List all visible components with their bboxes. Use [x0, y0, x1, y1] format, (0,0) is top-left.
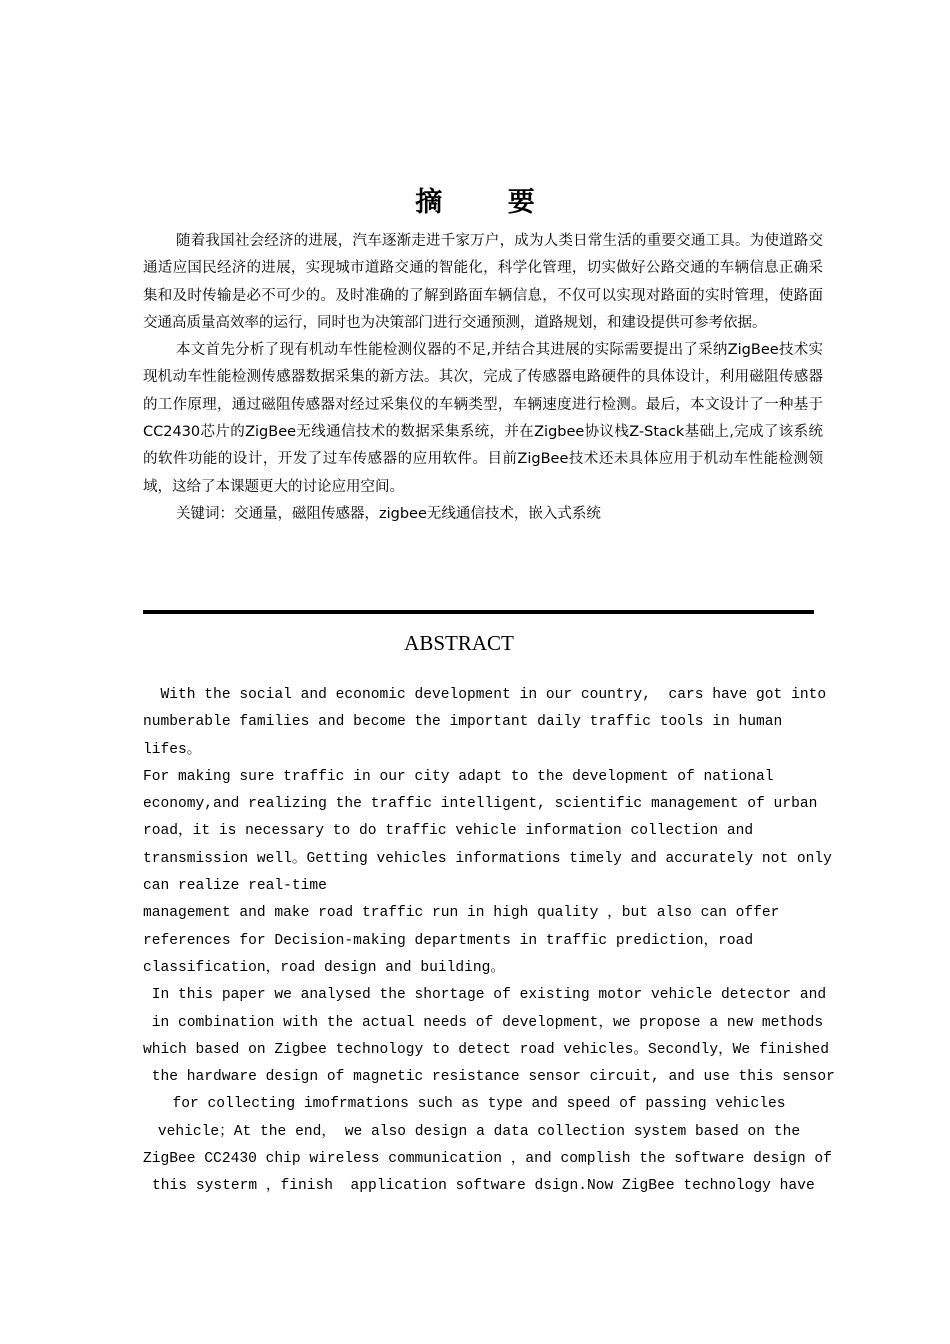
english-line: which based on Zigbee technology to detect road vehicles。Secondly，We finished	[143, 1041, 830, 1058]
english-line: management and make road traffic run in high quality ，but also can offer	[143, 905, 780, 922]
english-line: With the social and economic development in our country, cars have got into	[143, 687, 827, 703]
english-line: vehicle；At the end， we also design a data collection system based on the	[157, 1123, 801, 1140]
english-line: references for Decision-making departments in traffic prediction，road	[143, 932, 754, 949]
english-line: numberable families and become the important daily traffic tools in human	[143, 714, 783, 731]
english-line: the hardware design of magnetic resistance sensor circuit, and use this sensor	[143, 1069, 835, 1086]
english-line: classification，road design and building。	[143, 959, 505, 976]
english-abstract-title: ABSTRACT	[404, 631, 514, 655]
english-line: can realize real-time	[143, 878, 327, 895]
english-abstract-body	[143, 682, 835, 1201]
english-line: this systerm ，finish application software dsign.Now ZigBee technology have	[143, 1178, 815, 1195]
english-line: road，it is necessary to do traffic vehicle information collection and	[143, 823, 754, 840]
english-line: ZigBee CC2430 chip wireless communication ，and complish the software design of	[143, 1151, 832, 1168]
chinese-abstract-title: 摘 要	[415, 187, 563, 218]
chinese-abstract-body	[143, 228, 823, 528]
english-line: for collecting imofrmations such as type and speed of passing vehicles	[172, 1096, 786, 1113]
chinese-paragraph-2: 本文首先分析了现有机动车性能检测仪器的不足,并结合其进展的实际需要提出了采纳ZigBee技术实现机动车性能检测传感器数据采集的新方法。其次，完成了传感器电路硬件的具体设计，利用磁阻传感器的工作原理，通过磁阻传感器对经过采集仪的车辆类型，车辆速度进行检测。最后，本文设计了一种基于CC2430芯片的ZigBee无线通信技术的数据采集系统，并在Zigbee协议栈Z-Stack基础上,完成了该系统的软件功能的设计，开发了过车传感器的应用软件。目前ZigBee技术还未具体应用于机动车性能检测领域，这给了本课题更大的讨论应用空间。	[143, 342, 823, 495]
english-line: In this paper we analysed the shortage of existing motor vehicle detector and	[143, 987, 827, 1004]
english-line: lifes。	[143, 741, 202, 758]
english-line: economy,and realizing the traffic intelligent, scientific management of urban	[143, 796, 818, 813]
english-line: in combination with the actual needs of development，we propose a new methods	[143, 1014, 824, 1031]
english-line: transmission well。Getting vehicles informations timely and accurately not only	[143, 850, 832, 867]
section-divider	[143, 610, 814, 614]
chinese-paragraph-1: 随着我国社会经济的进展，汽车逐渐走进千家万户，成为人类日常生活的重要交通工具。为使道路交通适应国民经济的进展，实现城市道路交通的智能化，科学化管理，切实做好公路交通的车辆信息正确采集和及时传输是必不可少的。及时准确的了解到路面车辆信息，不仅可以实现对路面的实时管理，使路面交通高质量高效率的运行，同时也为决策部门进行交通预测，道路规划，和建设提供可参考依据。	[143, 233, 823, 331]
english-line: For making sure traffic in our city adapt to the development of national	[143, 768, 774, 785]
chinese-keywords: 关键词：交通量，磁阻传感器，zigbee无线通信技术，嵌入式系统	[176, 505, 601, 522]
